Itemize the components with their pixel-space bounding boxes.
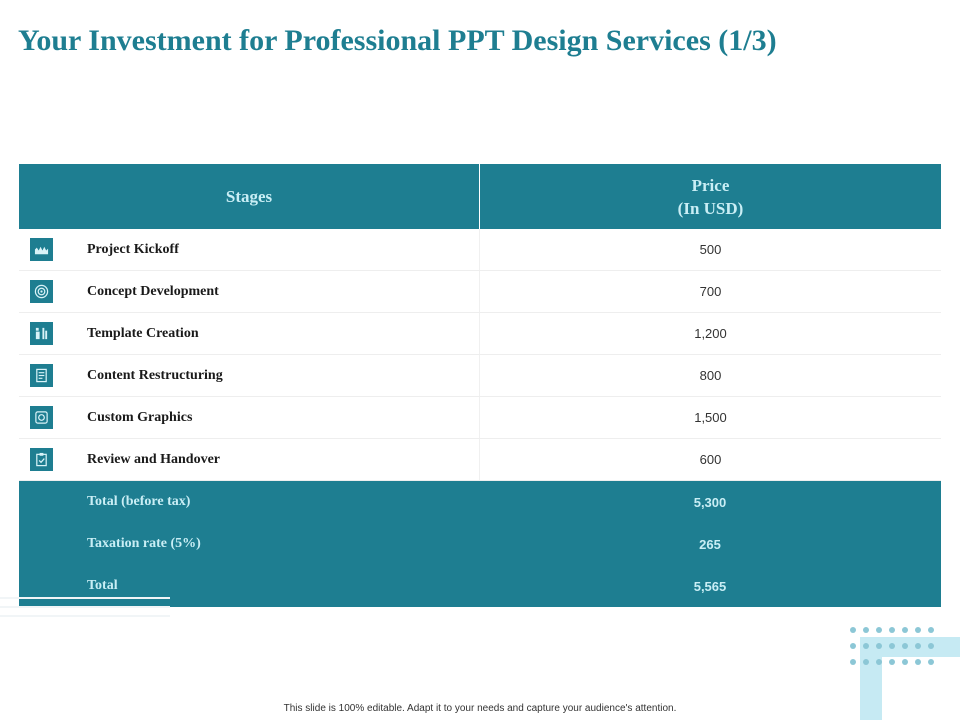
target-icon [30,280,53,303]
table-row [19,439,941,481]
decorative-dot [876,627,882,633]
decorative-dot [889,659,895,665]
decorative-dot [928,643,934,649]
decorative-dot [889,643,895,649]
decorative-dot [915,643,921,649]
decorative-dot [863,643,869,649]
decorative-dot [850,643,856,649]
clipboard-icon [30,448,53,471]
decorative-dot [863,627,869,633]
decorative-dot [902,627,908,633]
decorative-dot [876,643,882,649]
decorative-dot [928,627,934,633]
price-header [480,164,941,229]
slide-title: Your Investment for Professional PPT Design Services (1/3) [18,24,777,57]
decorative-dot [850,659,856,665]
tax-rate-label: Taxation rate (5%) [87,536,201,551]
totals-section [19,481,941,607]
stage-label: Concept Development [87,283,219,299]
decorative-dot [902,659,908,665]
document-icon [30,364,53,387]
price-value: 1,200 [694,326,727,341]
stage-label: Review and Handover [87,451,220,467]
kickoff-icon [30,238,53,261]
decorative-lines [0,597,170,621]
table-row [19,313,941,355]
total-before-tax-value: 5,300 [693,494,727,510]
tax-rate-value: 265 [699,536,721,552]
stage-label: Custom Graphics [87,409,193,425]
price-value: 700 [699,284,722,299]
price-header-line2: (In USD) [677,198,744,218]
price-value: 1,500 [694,410,727,425]
table-row [19,229,941,271]
grand-total-value: 5,565 [693,578,727,594]
decorative-dot [850,627,856,633]
footer-note: This slide is 100% editable. Adapt it to your needs and capture your audience's attention. [283,703,677,714]
stage-label: Project Kickoff [87,241,179,257]
decorative-dot [889,627,895,633]
total-before-tax-label: Total (before tax) [87,494,191,509]
decorative-dot [915,659,921,665]
price-value: 800 [699,368,722,383]
table-row [19,355,941,397]
decorative-dot [928,659,934,665]
tools-icon [30,322,53,345]
decorative-dot [902,643,908,649]
graphics-icon [30,406,53,429]
decorative-dot [915,627,921,633]
price-value: 600 [699,452,722,467]
stage-label: Template Creation [87,325,199,341]
totals-row [19,481,941,523]
decorative-dot [876,659,882,665]
pricing-table [19,164,941,607]
decorative-dot-grid [850,627,940,667]
grand-total-label: Total [87,578,118,593]
stages-header: Stages [19,164,480,229]
decorative-dot [863,659,869,665]
table-header [19,164,941,229]
table-row [19,397,941,439]
totals-row [19,523,941,565]
table-row [19,271,941,313]
price-value: 500 [699,242,722,257]
price-header-line1: Price [691,175,730,195]
stage-label: Content Restructuring [87,367,223,383]
